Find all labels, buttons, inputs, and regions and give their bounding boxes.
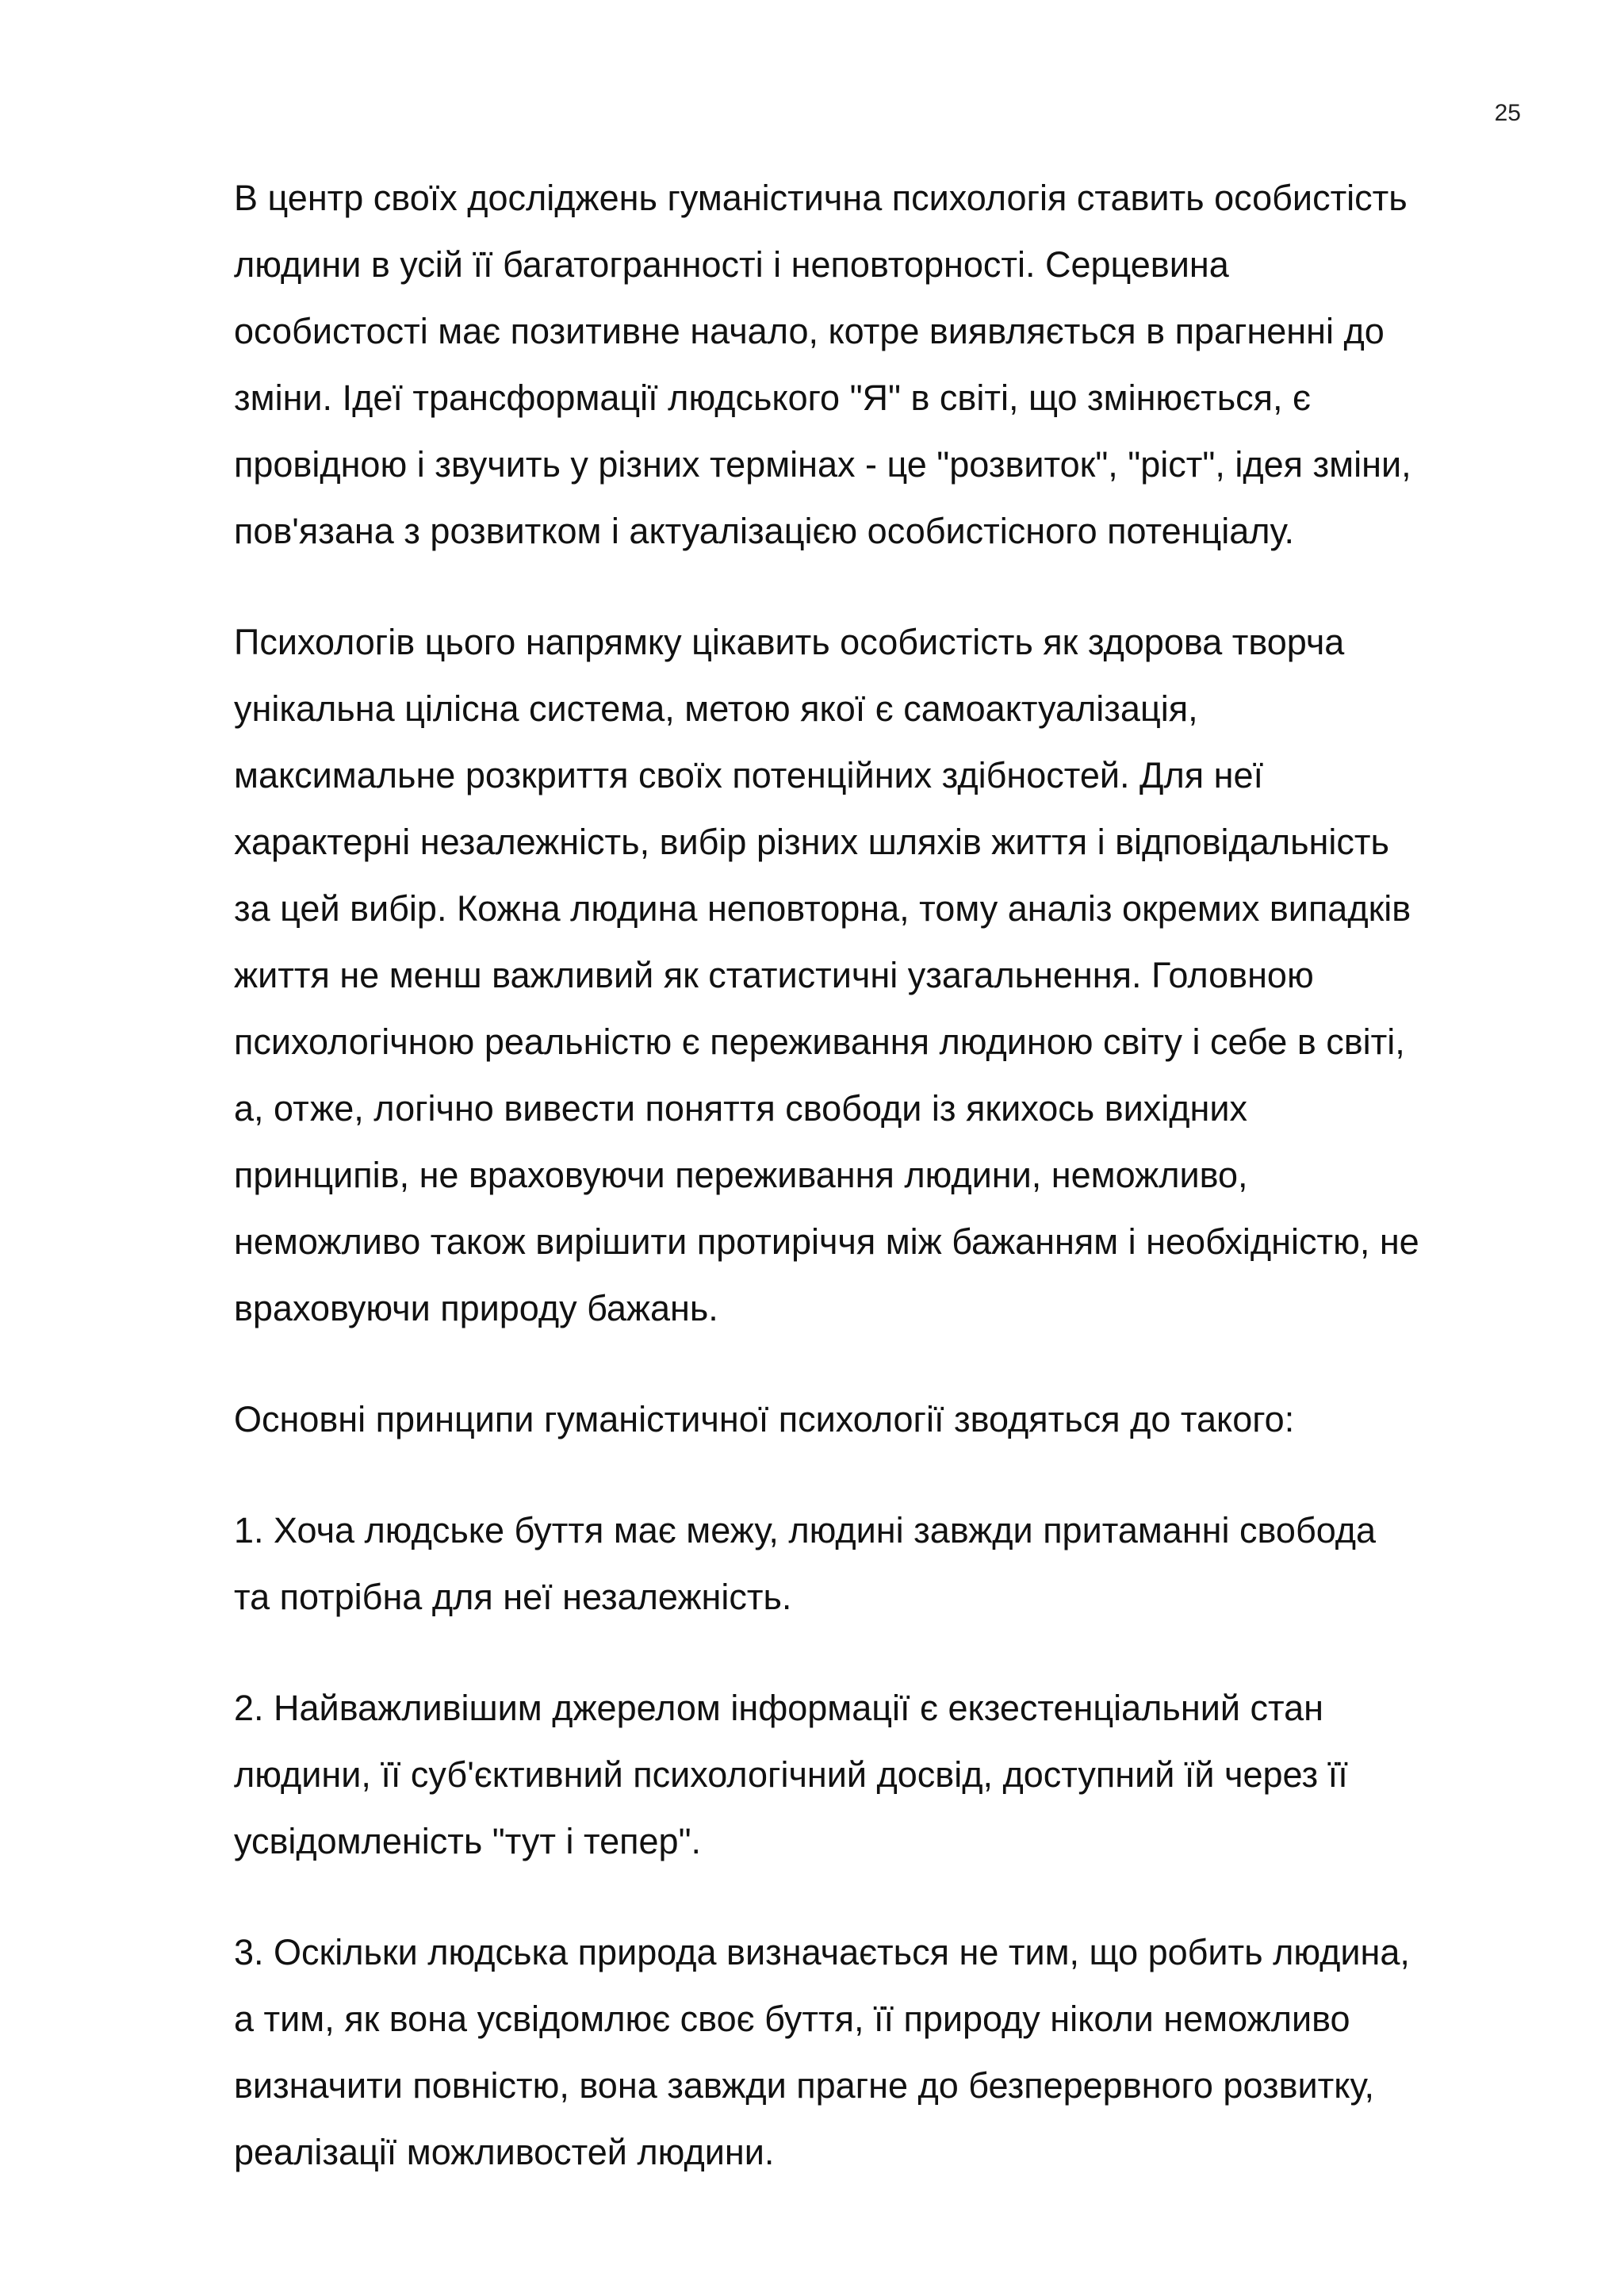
text-line: а, отже, логічно вивести поняття свободи із якихось вихідних (234, 1088, 1247, 1129)
paragraph (234, 1919, 1534, 2186)
text-line: людини в усій її багатогранності і неповторності. Серцевина (234, 244, 1229, 285)
paragraph (234, 609, 1534, 1342)
text-line: та потрібна для неї незалежність. (234, 1577, 792, 1617)
paragraph (234, 165, 1534, 565)
text-line: В центр своїх досліджень гуманістична психологія ставить особистість (234, 178, 1408, 218)
text-line: пов'язана з розвитком і актуалізацією особистісного потенціалу. (234, 511, 1295, 551)
text-line: 3. Оскільки людська природа визначається не тим, що робить людина, (234, 1932, 1410, 1972)
text-line: максимальне розкриття своїх потенційних здібностей. Для неї (234, 755, 1263, 795)
text-line: за цей вибір. Кожна людина неповторна, тому аналіз окремих випадків (234, 888, 1411, 929)
text-line: а тим, як вона усвідомлює своє буття, її природу ніколи неможливо (234, 1999, 1350, 2039)
text-line: неможливо також вирішити протиріччя між бажанням і необхідністю, не (234, 1221, 1419, 1262)
text-line: життя не менш важливий як статистичні узагальнення. Головною (234, 955, 1314, 995)
paragraph (234, 1675, 1534, 1875)
text-line: людини, її суб'єктивний психологічний досвід, доступний їй через її (234, 1754, 1348, 1795)
text-line: Основні принципи гуманістичної психології зводяться до такого: (234, 1399, 1295, 1439)
paragraph (234, 1386, 1534, 1453)
text-line: враховуючи природу бажань. (234, 1288, 718, 1328)
page-number: 25 (1494, 100, 1521, 126)
text-line: унікальна цілісна система, метою якої є самоактуалізація, (234, 688, 1198, 729)
text-line: провідною і звучить у різних термінах - це "розвиток", "ріст", ідея зміни, (234, 444, 1411, 485)
text-line: 2. Найважливішим джерелом інформації є екзестенціальний стан (234, 1688, 1323, 1728)
text-line: характерні незалежність, вибір різних шляхів життя і відповідальність (234, 822, 1389, 862)
text-line: особистості має позитивне начало, котре виявляється в прагненні до (234, 311, 1385, 351)
text-line: зміни. Ідеї трансформації людського "Я" в світі, що змінюється, є (234, 378, 1312, 418)
text-line: психологічною реальністю є переживання людиною світу і себе в світі, (234, 1022, 1405, 1062)
text-line: усвідомленість "тут і тепер". (234, 1821, 702, 1861)
text-line: Психологів цього напрямку цікавить особистість як здорова творча (234, 622, 1345, 662)
document-body (234, 165, 1534, 2230)
text-line: реалізації можливостей людини. (234, 2132, 775, 2172)
text-line: принципів, не враховуючи переживання людини, неможливо, (234, 1155, 1248, 1195)
text-line: визначити повністю, вона завжди прагне до безперервного розвитку, (234, 2065, 1374, 2106)
text-line: 1. Хоча людське буття має межу, людині завжди притаманні свобода (234, 1510, 1377, 1550)
paragraph (234, 1497, 1534, 1631)
